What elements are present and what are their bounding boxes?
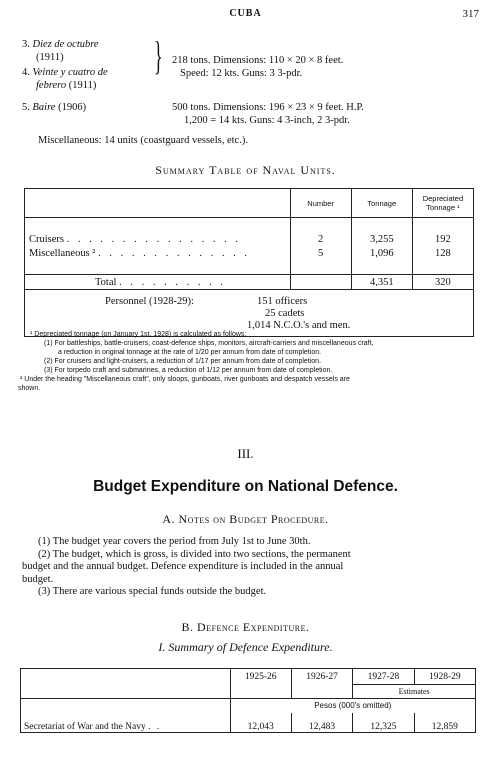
expenditure-table	[20, 668, 476, 733]
ship-specs-baire	[172, 101, 364, 127]
ship-number: 5.	[22, 102, 30, 113]
spec-line: Speed: 12 kts. Guns: 3 3-pdr.	[180, 68, 303, 79]
cell-tonnage: 3,255	[351, 232, 412, 246]
footnotes	[18, 330, 480, 393]
personnel-cadets: 25 cadets	[265, 308, 305, 319]
section-number: III.	[237, 446, 254, 461]
cell-number: 5	[290, 246, 351, 260]
total-depreciated: 320	[412, 275, 473, 290]
table-row	[25, 246, 474, 260]
footnote-1b: (2) For cruisers and light-cruisers, a reduction of 1/17 per annum from date of completion.	[44, 358, 322, 365]
cell-value: 12,043	[230, 713, 291, 733]
cell-value: 12,325	[353, 713, 414, 733]
summary-table	[24, 188, 474, 337]
personnel-officers: 151 officers	[257, 296, 308, 307]
ship-name: Baire	[32, 102, 56, 113]
cell-number: 2	[290, 232, 351, 246]
footnote-2: ² Under the heading "Miscellaneous craft", only sloops, gunboats, river gunboats and despatch vessels are	[20, 376, 350, 383]
subsection-b-title: B. Defence Expenditure.	[181, 620, 310, 634]
section-title: Budget Expenditure on National Defence.	[93, 478, 398, 495]
ship-entry-4	[22, 66, 108, 92]
footnote-2-cont: shown.	[18, 385, 41, 392]
ship-name: Diez de octubre	[32, 39, 99, 50]
ship-specs-group	[172, 54, 343, 80]
col-header-number: Number	[290, 189, 351, 218]
footnote-1c: (3) For torpedo craft and submarines, a reduction of 1/12 per annum from date of completion.	[44, 367, 333, 374]
footnote-1a-cont: a reduction in original tonnage at the rate of 1/20 per annum from date of completion.	[58, 349, 322, 356]
table-row	[25, 232, 474, 246]
ship-number: 3.	[22, 39, 30, 50]
running-title: CUBA	[229, 8, 262, 19]
total-label: Total	[95, 276, 117, 288]
note-line: (2) The budget, which is gross, is divided into two sections, the permanent	[38, 548, 351, 560]
year-header: 1928-29	[414, 669, 475, 685]
spec-line: 1,200 = 14 kts. Guns: 4 3-inch, 2 3-pdr.	[184, 115, 350, 126]
unit-label: Pesos (000's omitted)	[230, 699, 475, 713]
spec-line: 500 tons. Dimensions: 196 × 23 × 9 feet. H.P.	[172, 102, 364, 113]
brace: }	[154, 33, 163, 78]
cell-value: 12,859	[414, 713, 475, 733]
total-tonnage: 4,351	[351, 275, 412, 290]
ship-entry-3	[22, 38, 99, 64]
note-line: budget.	[22, 573, 54, 585]
note-line: budget and the annual budget. Defence expenditure is included in the annual	[22, 561, 344, 572]
total-row: Total . . . . . . . . . . 4,351 320	[25, 275, 474, 290]
footnote-1a: (1) For battleships, battle-cruisers, coast-defence ships, monitors, aircraft-carriers and miscellaneous craft,	[44, 340, 374, 347]
note-line: (1) The budget year covers the period from July 1st to June 30th.	[38, 536, 311, 547]
footnote-1: ¹ Depreciated tonnage (on January 1st, 1928) is calculated as follows:	[30, 331, 247, 338]
ship-name-cont: febrero	[36, 80, 67, 91]
personnel-men: 1,014 N.C.O.'s and men.	[247, 320, 351, 331]
page-number: 317	[462, 8, 479, 20]
row-label-text: Miscellaneous ²	[29, 247, 96, 259]
personnel-label: Personnel (1928-29):	[105, 296, 194, 307]
cell-depreciated: 128	[412, 246, 473, 260]
year-header: 1925-26	[230, 669, 291, 685]
row-label: Secretariat of War and the Navy	[24, 722, 146, 732]
row-label-text: Cruisers	[29, 233, 64, 245]
col-header-tonnage: Tonnage	[351, 189, 412, 218]
row-label: Miscellaneous ² . . . . . . . . . . . . . .	[29, 247, 250, 259]
year-header: 1926-27	[291, 669, 352, 685]
spec-line: 218 tons. Dimensions: 110 × 20 × 8 feet.	[172, 55, 344, 66]
subsection-i-title	[0, 640, 491, 655]
subsection-a-title: A. Notes on Budget Procedure.	[162, 512, 329, 526]
cell-tonnage: 1,096	[351, 246, 412, 260]
cell-value: 12,483	[291, 713, 352, 733]
ship-year: (1906)	[58, 102, 87, 113]
miscellaneous-line: Miscellaneous: 14 units (coastguard vessels, etc.).	[38, 135, 248, 146]
subsection-i-text: I. Summary of Defence Expenditure.	[158, 640, 333, 654]
budget-notes	[22, 536, 472, 599]
ship-number: 4.	[22, 67, 30, 78]
estimates-label: Estimates	[353, 685, 476, 699]
year-header: 1927-28	[353, 669, 414, 685]
ship-name: Veinte y cuatro de	[32, 67, 108, 78]
row-label: Cruisers . . . . . . . . . . . . . . . .	[29, 233, 241, 245]
summary-table-title: Summary Table of Naval Units.	[155, 163, 336, 177]
table-row: Secretariat of War and the Navy . . 12,043 12,483 12,325 12,859	[21, 713, 476, 733]
ship-entry-5	[22, 101, 86, 114]
ship-year: (1911)	[68, 80, 97, 91]
ship-year: (1911)	[36, 52, 64, 63]
note-line: (3) There are various special funds outside the budget.	[38, 586, 267, 597]
col-header-depreciated: Depreciated Tonnage ¹	[412, 189, 473, 218]
cell-depreciated: 192	[412, 232, 473, 246]
